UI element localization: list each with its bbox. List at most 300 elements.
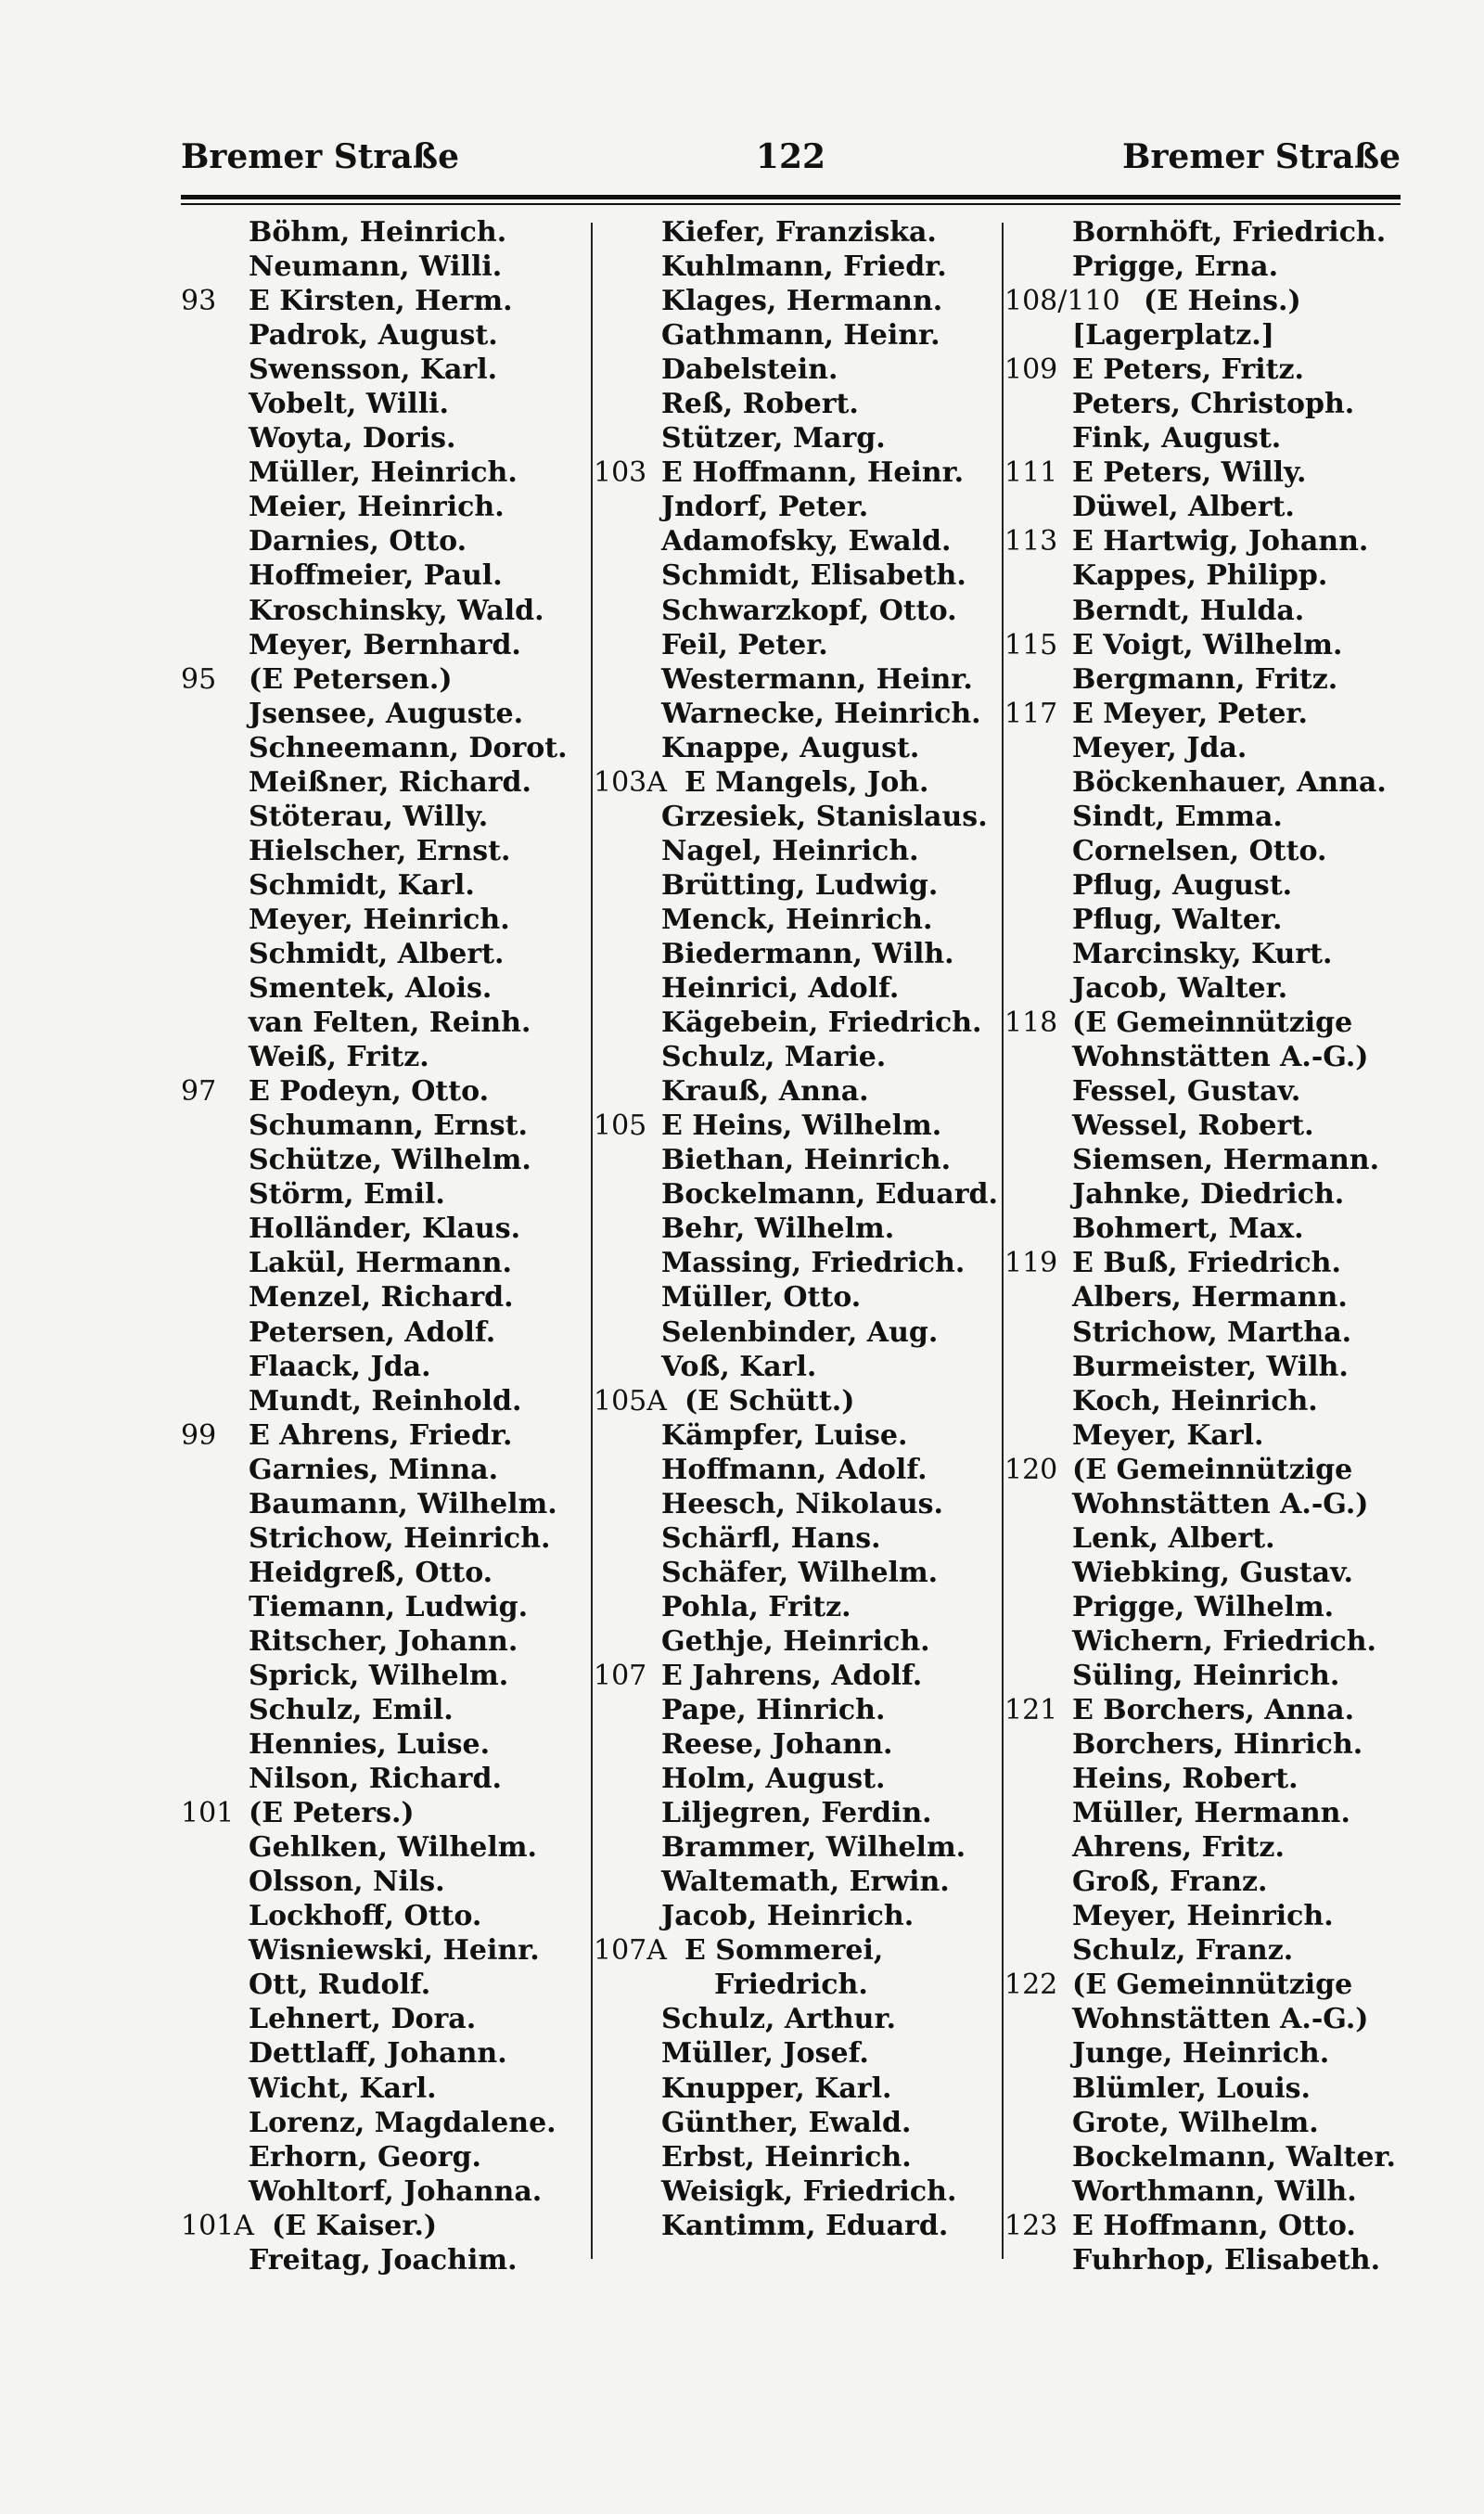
directory-entry	[1004, 1177, 1440, 1212]
resident-name: Berndt, Hulda.	[1072, 594, 1305, 627]
resident-name: Grote, Wilhelm.	[1072, 2106, 1319, 2139]
resident-name: Pflug, Walter.	[1072, 903, 1283, 936]
resident-name: Süling, Heinrich.	[1072, 1659, 1340, 1692]
directory-entry	[594, 1796, 1000, 1830]
resident-name: Meyer, Heinrich.	[249, 903, 510, 936]
resident-name: E Hoffmann, Otto.	[1072, 2209, 1356, 2242]
directory-entry	[594, 1968, 1000, 2002]
resident-name: Wohnstätten A.-G.)	[1072, 1041, 1369, 1074]
resident-name: E Ahrens, Friedr.	[249, 1418, 513, 1452]
directory-entry	[1004, 1693, 1440, 1727]
directory-entry	[594, 971, 1000, 1006]
directory-entry	[181, 1418, 589, 1453]
resident-name: Düwel, Albert.	[1072, 491, 1295, 524]
directory-entry	[181, 1933, 589, 1968]
page-number: 122	[755, 137, 826, 176]
resident-name: Heinrici, Adolf.	[661, 972, 900, 1006]
resident-name: Kantimm, Eduard.	[661, 2209, 949, 2242]
resident-name: Wohnstätten A.-G.)	[1072, 1487, 1369, 1520]
directory-entry	[1004, 1556, 1440, 1590]
resident-name: Voß, Karl.	[661, 1350, 817, 1383]
directory-entry	[181, 1796, 589, 1830]
resident-name: Müller, Hermann.	[1072, 1797, 1350, 1830]
directory-entry	[181, 387, 589, 421]
resident-name: Wiebking, Gustav.	[1072, 1556, 1353, 1589]
resident-name: (E Petersen.)	[249, 662, 453, 696]
directory-entry	[1004, 834, 1440, 868]
resident-name: Padrok, August.	[249, 319, 498, 353]
directory-entry	[594, 1177, 1000, 1212]
directory-entry	[1004, 1590, 1440, 1624]
resident-name: Feil, Peter.	[661, 628, 828, 661]
directory-entry	[1004, 2106, 1440, 2140]
directory-entry	[181, 1693, 589, 1727]
directory-entry	[181, 353, 589, 387]
resident-name: E Kirsten, Herm.	[249, 285, 513, 318]
house-number: 115	[1004, 628, 1058, 661]
resident-name: Albers, Hermann.	[1072, 1281, 1348, 1315]
directory-entry	[594, 2071, 1000, 2106]
resident-name: E Peters, Fritz.	[1072, 353, 1304, 387]
directory-entry	[1004, 421, 1440, 455]
directory-entry	[594, 353, 1000, 387]
directory-entry	[594, 662, 1000, 697]
directory-entry	[181, 1659, 589, 1693]
resident-name: Smentek, Alois.	[249, 972, 493, 1006]
resident-name: Schneemann, Dorot.	[249, 731, 568, 764]
directory-entry	[1004, 697, 1440, 731]
resident-name: (E Kaiser.)	[272, 2209, 438, 2242]
resident-name: Massing, Friedrich.	[661, 1247, 966, 1280]
directory-entry	[594, 1350, 1000, 1384]
resident-name: Meißner, Richard.	[249, 765, 531, 799]
house-number: 101	[181, 1797, 235, 1830]
resident-name: Kappes, Philipp.	[1072, 559, 1328, 593]
resident-name: Schütze, Wilhelm.	[249, 1144, 531, 1177]
directory-entry	[181, 971, 589, 1006]
directory-entry	[594, 1727, 1000, 1762]
directory-entry	[181, 2071, 589, 2106]
directory-entry	[1004, 215, 1440, 250]
resident-name: E Podeyn, Otto.	[249, 1075, 490, 1109]
resident-name: Müller, Heinrich.	[249, 456, 518, 490]
resident-name: Strichow, Heinrich.	[249, 1521, 551, 1555]
resident-name: E Sommerei,	[684, 1934, 884, 1968]
house-number: 103	[594, 456, 647, 490]
house-number: 119	[1004, 1247, 1058, 1280]
resident-name: Brütting, Ludwig.	[661, 868, 939, 902]
resident-name: Wohnstätten A.-G.)	[1072, 2003, 1369, 2036]
directory-entry	[594, 1590, 1000, 1624]
directory-entry	[181, 1384, 589, 1418]
resident-name: Lockhoff, Otto.	[249, 1900, 482, 1933]
resident-name: Lorenz, Magdalene.	[249, 2106, 556, 2139]
resident-name: van Felten, Reinh.	[249, 1007, 531, 1040]
directory-entry	[1004, 318, 1440, 353]
resident-name: Weiß, Fritz.	[249, 1041, 429, 1074]
resident-name: Selenbinder, Aug.	[661, 1315, 939, 1349]
resident-name: Hoffmann, Adolf.	[661, 1453, 928, 1486]
house-number: 107	[594, 1659, 647, 1692]
resident-name: Schulz, Franz.	[1072, 1934, 1294, 1968]
resident-name: Schmidt, Elisabeth.	[661, 559, 966, 593]
directory-entry	[1004, 1762, 1440, 1796]
directory-entry	[181, 1830, 589, 1865]
resident-name: E Jahrens, Adolf.	[661, 1659, 923, 1692]
directory-entry	[594, 834, 1000, 868]
directory-entry	[181, 765, 589, 800]
resident-name: Junge, Heinrich.	[1072, 2037, 1330, 2071]
directory-entry	[181, 868, 589, 903]
directory-entry	[594, 2002, 1000, 2036]
directory-entry	[594, 697, 1000, 731]
header-street-left: Bremer Straße	[181, 137, 459, 176]
header-rule-thin	[181, 203, 1401, 205]
resident-name: Friedrich.	[714, 1969, 868, 2002]
directory-entry	[594, 1246, 1000, 1280]
resident-name: Adamofsky, Ewald.	[661, 525, 952, 558]
house-number: 113	[1004, 525, 1058, 558]
directory-entry	[594, 1109, 1000, 1143]
house-number: 97	[181, 1075, 217, 1109]
directory-entry	[181, 2243, 589, 2277]
directory-entry	[181, 1865, 589, 1899]
directory-entry	[594, 455, 1000, 490]
directory-entry	[1004, 1315, 1440, 1350]
resident-name: Sprick, Wilhelm.	[249, 1659, 509, 1692]
resident-name: Wohltorf, Johanna.	[249, 2174, 543, 2208]
directory-entry	[181, 455, 589, 490]
resident-name: Meyer, Heinrich.	[1072, 1900, 1334, 1933]
directory-entry	[1004, 2140, 1440, 2174]
resident-name: Warnecke, Heinrich.	[661, 697, 981, 730]
directory-entry	[594, 1762, 1000, 1796]
directory-entry	[181, 731, 589, 765]
resident-name: Behr, Wilhelm.	[661, 1212, 895, 1246]
house-number: 107A	[594, 1934, 667, 1968]
resident-name: Bohmert, Max.	[1072, 1212, 1304, 1246]
directory-entry	[181, 1453, 589, 1487]
directory-entry	[1004, 1246, 1440, 1280]
resident-name: E Peters, Willy.	[1072, 456, 1307, 490]
directory-entry	[1004, 524, 1440, 558]
directory-entry	[1004, 1006, 1440, 1040]
resident-name: Jsensee, Auguste.	[249, 697, 524, 730]
directory-entry	[1004, 1350, 1440, 1384]
resident-name: E Mangels, Joh.	[684, 765, 929, 799]
resident-name: Ritscher, Johann.	[249, 1624, 518, 1658]
resident-name: Böckenhauer, Anna.	[1072, 765, 1387, 799]
directory-entry	[181, 215, 589, 250]
resident-name: Brammer, Wilhelm.	[661, 1831, 966, 1865]
resident-name: Biethan, Heinrich.	[661, 1144, 952, 1177]
resident-name: Kägebein, Friedrich.	[661, 1007, 982, 1040]
resident-name: Dettlaff, Johann.	[249, 2037, 507, 2071]
resident-name: Vobelt, Willi.	[249, 388, 449, 421]
resident-name: Günther, Ewald.	[661, 2106, 912, 2139]
directory-entry	[181, 2106, 589, 2140]
directory-entry	[1004, 971, 1440, 1006]
resident-name: Erbst, Heinrich.	[661, 2140, 912, 2174]
resident-name: Tiemann, Ludwig.	[249, 1590, 529, 1623]
resident-name: Kroschinsky, Wald.	[249, 594, 544, 627]
resident-name: Fink, August.	[1072, 422, 1282, 455]
directory-entry	[1004, 1865, 1440, 1899]
resident-name: Lenk, Albert.	[1072, 1521, 1275, 1555]
resident-name: Sindt, Emma.	[1072, 800, 1283, 833]
resident-name: Bockelmann, Eduard.	[661, 1178, 998, 1212]
resident-name: Meier, Heinrich.	[249, 491, 505, 524]
directory-entry	[1004, 1074, 1440, 1109]
directory-entry	[181, 1521, 589, 1556]
resident-name: Grzesiek, Stanislaus.	[661, 800, 988, 833]
resident-name: Wicht, Karl.	[249, 2071, 437, 2105]
directory-entry	[1004, 1830, 1440, 1865]
directory-entry	[1004, 1899, 1440, 1933]
directory-entry	[1004, 490, 1440, 524]
resident-name: Menzel, Richard.	[249, 1281, 514, 1315]
directory-entry	[1004, 1933, 1440, 1968]
directory-entry	[181, 1040, 589, 1074]
house-number: 109	[1004, 353, 1058, 387]
directory-entry	[1004, 1418, 1440, 1453]
directory-entry	[1004, 1040, 1440, 1074]
directory-entry	[181, 697, 589, 731]
directory-entry	[594, 1659, 1000, 1693]
directory-entry	[181, 1727, 589, 1762]
resident-name: Koch, Heinrich.	[1072, 1384, 1318, 1417]
house-number: 120	[1004, 1453, 1058, 1486]
directory-entry	[1004, 1521, 1440, 1556]
directory-entry	[181, 318, 589, 353]
directory-entry	[1004, 2209, 1440, 2243]
directory-entry	[594, 1487, 1000, 1521]
directory-entry	[594, 490, 1000, 524]
directory-entry	[594, 1280, 1000, 1315]
house-number: 118	[1004, 1007, 1058, 1040]
house-number: 101A	[181, 2209, 254, 2242]
resident-name: Fuhrhop, Elisabeth.	[1072, 2243, 1381, 2277]
resident-name: Holländer, Klaus.	[249, 1212, 521, 1246]
directory-entry	[594, 868, 1000, 903]
house-number: 108/110	[1004, 285, 1120, 318]
resident-name: Gethje, Heinrich.	[661, 1624, 930, 1658]
directory-entry	[594, 2174, 1000, 2209]
directory-entry	[594, 1074, 1000, 1109]
column-2	[594, 215, 1000, 2243]
resident-name: Baumann, Wilhelm.	[249, 1487, 557, 1520]
resident-name: Biedermann, Wilh.	[661, 937, 954, 970]
resident-name: Jahnke, Diedrich.	[1072, 1178, 1345, 1212]
header-street-right: Bremer Straße	[1122, 137, 1401, 176]
resident-name: Stützer, Marg.	[661, 422, 886, 455]
directory-entry	[1004, 1143, 1440, 1177]
resident-name: Darnies, Otto.	[249, 525, 467, 558]
resident-name: Bergmann, Fritz.	[1072, 662, 1338, 696]
directory-entry	[1004, 765, 1440, 800]
resident-name: Flaack, Jda.	[249, 1350, 431, 1383]
resident-name: Heidgreß, Otto.	[249, 1556, 493, 1589]
directory-entry	[594, 628, 1000, 662]
directory-entry	[181, 1177, 589, 1212]
directory-entry	[181, 490, 589, 524]
resident-name: Groß, Franz.	[1072, 1866, 1268, 1899]
resident-name: Nilson, Richard.	[249, 1763, 502, 1796]
directory-entry	[594, 2036, 1000, 2071]
resident-name: E Voigt, Wilhelm.	[1072, 628, 1343, 661]
directory-entry	[594, 1899, 1000, 1933]
directory-entry	[1004, 1968, 1440, 2002]
directory-entry	[594, 1212, 1000, 1246]
directory-entry	[594, 1453, 1000, 1487]
directory-entry	[1004, 455, 1440, 490]
directory-entry	[181, 2140, 589, 2174]
directory-entry	[594, 1556, 1000, 1590]
resident-name: Knappe, August.	[661, 731, 920, 764]
directory-entry	[1004, 2174, 1440, 2209]
resident-name: Prigge, Erna.	[1072, 250, 1279, 284]
resident-name: Pohla, Fritz.	[661, 1590, 851, 1623]
resident-name: Fessel, Gustav.	[1072, 1075, 1301, 1109]
resident-name: Klages, Hermann.	[661, 285, 943, 318]
directory-entry	[594, 937, 1000, 971]
header-rule-thick	[181, 195, 1401, 199]
directory-entry	[1004, 1624, 1440, 1659]
directory-entry	[181, 1968, 589, 2002]
directory-entry	[1004, 1796, 1440, 1830]
resident-name: Siemsen, Hermann.	[1072, 1144, 1380, 1177]
resident-name: Wichern, Friedrich.	[1072, 1624, 1376, 1658]
house-number: 122	[1004, 1969, 1058, 2002]
directory-entry	[181, 937, 589, 971]
resident-name: Meyer, Bernhard.	[249, 628, 521, 661]
directory-entry	[1004, 1109, 1440, 1143]
directory-entry	[594, 318, 1000, 353]
directory-entry	[181, 1212, 589, 1246]
resident-name: Lehnert, Dora.	[249, 2003, 477, 2036]
resident-name: Bockelmann, Walter.	[1072, 2140, 1396, 2174]
resident-name: Peters, Christoph.	[1072, 388, 1355, 421]
resident-name: Worthmann, Wilh.	[1072, 2174, 1357, 2208]
resident-name: Woyta, Doris.	[249, 422, 456, 455]
directory-entry	[181, 421, 589, 455]
resident-name: E Meyer, Peter.	[1072, 697, 1308, 730]
directory-entry	[594, 1693, 1000, 1727]
resident-name: Mundt, Reinhold.	[249, 1384, 522, 1417]
resident-name: Neumann, Willi.	[249, 250, 503, 284]
resident-name: Schulz, Emil.	[249, 1694, 454, 1727]
directory-entry	[594, 1521, 1000, 1556]
directory-entry	[594, 1143, 1000, 1177]
directory-entry	[181, 1315, 589, 1350]
house-number: 121	[1004, 1694, 1058, 1727]
directory-entry	[181, 903, 589, 937]
directory-entry	[181, 1006, 589, 1040]
directory-entry	[594, 215, 1000, 250]
directory-entry	[181, 250, 589, 284]
resident-name: Meyer, Jda.	[1072, 731, 1247, 764]
directory-entry	[181, 1899, 589, 1933]
directory-entry	[594, 1933, 1000, 1968]
resident-name: Blümler, Louis.	[1072, 2071, 1311, 2105]
resident-name: Gehlken, Wilhelm.	[249, 1831, 537, 1865]
directory-entry	[1004, 868, 1440, 903]
resident-name: Erhorn, Georg.	[249, 2140, 481, 2174]
directory-entry	[181, 628, 589, 662]
directory-entry	[594, 284, 1000, 318]
resident-name: Strichow, Martha.	[1072, 1315, 1352, 1349]
directory-entry	[181, 1487, 589, 1521]
resident-name: Schärfl, Hans.	[661, 1521, 881, 1555]
resident-name: Freitag, Joachim.	[249, 2243, 518, 2277]
resident-name: E Buß, Friedrich.	[1072, 1247, 1341, 1280]
resident-name: (E Heins.)	[1144, 285, 1301, 318]
resident-name: Westermann, Heinr.	[661, 662, 973, 696]
directory-entry	[181, 558, 589, 593]
directory-entry	[594, 1040, 1000, 1074]
resident-name: (E Gemeinnützige	[1072, 1969, 1353, 2002]
resident-name: Schmidt, Karl.	[249, 868, 475, 902]
directory-entry	[594, 800, 1000, 834]
resident-name: Burmeister, Wilh.	[1072, 1350, 1349, 1383]
directory-entry	[1004, 284, 1440, 318]
page-header	[181, 137, 1401, 184]
resident-name: Schäfer, Wilhelm.	[661, 1556, 939, 1589]
directory-entry	[594, 765, 1000, 800]
directory-entry	[181, 834, 589, 868]
column-divider-2	[1002, 223, 1004, 2259]
directory-entry	[181, 284, 589, 318]
resident-name: Meyer, Karl.	[1072, 1418, 1264, 1452]
resident-name: Stöterau, Willy.	[249, 800, 489, 833]
directory-entry	[1004, 558, 1440, 593]
resident-name: Wessel, Robert.	[1072, 1109, 1314, 1143]
directory-entry	[181, 524, 589, 558]
resident-name: Garnies, Minna.	[249, 1453, 499, 1486]
resident-name: Kämpfer, Luise.	[661, 1418, 908, 1452]
resident-name: Jacob, Heinrich.	[661, 1900, 915, 1933]
directory-entry	[181, 1280, 589, 1315]
directory-entry	[594, 594, 1000, 628]
resident-name: Schwarzkopf, Otto.	[661, 594, 957, 627]
directory-entry	[594, 1830, 1000, 1865]
directory-entry	[594, 1384, 1000, 1418]
resident-name: Schmidt, Albert.	[249, 937, 505, 970]
resident-name: E Hoffmann, Heinr.	[661, 456, 965, 490]
resident-name: Reese, Johann.	[661, 1728, 893, 1762]
directory-entry	[1004, 628, 1440, 662]
house-number: 103A	[594, 765, 667, 799]
resident-name: Dabelstein.	[661, 353, 838, 387]
directory-entry	[1004, 1453, 1440, 1487]
directory-entry	[1004, 2002, 1440, 2036]
resident-name: Weisigk, Friedrich.	[661, 2174, 957, 2208]
resident-name: Schulz, Marie.	[661, 1041, 887, 1074]
directory-entry	[1004, 387, 1440, 421]
house-number: 93	[181, 285, 217, 318]
column-3	[1004, 215, 1440, 2277]
resident-name: Schumann, Ernst.	[249, 1109, 528, 1143]
resident-name: E Hartwig, Johann.	[1072, 525, 1369, 558]
resident-name: Liljegren, Ferdin.	[661, 1797, 932, 1830]
directory-entry	[1004, 2071, 1440, 2106]
directory-entry	[181, 2174, 589, 2209]
column-divider-1	[591, 223, 593, 2259]
resident-name: Jndorf, Peter.	[661, 491, 869, 524]
directory-entry	[594, 421, 1000, 455]
directory-entry	[181, 800, 589, 834]
resident-name: Cornelsen, Otto.	[1072, 834, 1327, 867]
